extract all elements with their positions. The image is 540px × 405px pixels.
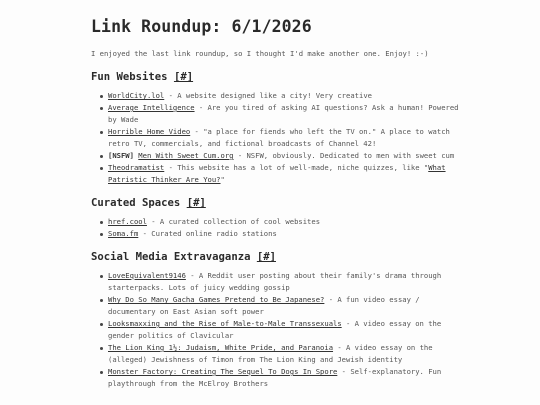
list-item xyxy=(108,216,461,228)
list-item xyxy=(108,162,461,186)
link-theodramatist[interactable]: Theodramatist xyxy=(108,163,165,172)
link-description: - Are you tired of asking AI questions? Ask a human! Powered by Wade xyxy=(108,103,459,124)
intro-text: I enjoyed the last link roundup, so I thought I'd make another one. Enjoy! :-) xyxy=(91,49,429,58)
list-item xyxy=(108,270,461,294)
link-description: - A fun video essay / documentary on East Asian soft power xyxy=(108,295,420,316)
list-item xyxy=(108,366,461,390)
section-heading-fun-websites xyxy=(91,71,461,83)
link-men-with-sweet-cum[interactable]: Men With Sweet Cum.org xyxy=(138,151,234,160)
link-looksmaxxing[interactable]: Looksmaxxing and the Rise of Male-to-Male Transsexuals xyxy=(108,319,342,328)
section-anchor-link[interactable]: [#] xyxy=(173,71,194,83)
link-list xyxy=(91,90,461,186)
list-item xyxy=(108,102,461,126)
list-item xyxy=(108,90,461,102)
section-title: Social Media Extravaganza xyxy=(91,251,251,263)
section-anchor-link[interactable]: [#] xyxy=(186,197,206,209)
page-title: Link Roundup: 6/1/2026 xyxy=(91,17,312,36)
link-loveequivalent[interactable]: LoveEquivalent9146 xyxy=(108,271,186,280)
section-title: Fun Websites xyxy=(91,71,168,83)
link-description: - A video essay on the (alleged) Jewishness of Timon from The Lion King and Jewish identity xyxy=(108,343,433,364)
link-patristic-quiz[interactable]: What Patristic Thinker Are You? xyxy=(108,163,446,184)
link-gacha-games[interactable]: Why Do So Many Gacha Games Pretend to Be Japanese? xyxy=(108,295,325,304)
link-description: - A video essay on the gender politics of Clavicular xyxy=(108,319,442,340)
section-heading-curated-spaces xyxy=(91,197,461,209)
page-content xyxy=(91,17,461,401)
link-average-intelligence[interactable]: Average Intelligence xyxy=(108,103,195,112)
link-description: - Self-explanatory. Fun playthrough from the McElroy Brothers xyxy=(108,367,442,388)
link-description-end: " xyxy=(220,175,225,184)
link-description: - Curated online radio stations xyxy=(138,229,277,238)
list-item xyxy=(108,126,461,150)
section-heading-social-media xyxy=(91,251,461,263)
link-description: - NSFW, obviously. Dedicated to men with sweet cum xyxy=(233,151,455,160)
link-list xyxy=(91,216,461,240)
link-description: - This website has a lot of well-made, niche quizzes, like " xyxy=(164,163,429,172)
list-item xyxy=(108,318,461,342)
link-description: - A website designed like a city! Very creative xyxy=(164,91,372,100)
link-list xyxy=(91,270,461,390)
link-description: - "a place for fiends who left the TV on." A place to watch retro TV, commercials, and fictional broadcasts of Channel 42! xyxy=(108,127,450,148)
nsfw-tag: [NSFW] xyxy=(108,151,134,160)
section-anchor-link[interactable]: [#] xyxy=(256,251,276,263)
link-lion-king[interactable]: The Lion King 1½: Judaism, White Pride, and Paranoia xyxy=(108,343,334,352)
link-soma-fm[interactable]: Soma.fm xyxy=(108,229,139,238)
list-item xyxy=(108,294,461,318)
section-title: Curated Spaces xyxy=(91,197,181,209)
link-description: - A Reddit user posting about their family's drama through starterpacks. Lots of juicy wedding gossip xyxy=(108,271,442,292)
list-item xyxy=(108,342,461,366)
link-href-cool[interactable]: href.cool xyxy=(108,217,147,226)
list-item xyxy=(108,150,461,162)
list-item xyxy=(108,228,461,240)
link-description: - A curated collection of cool websites xyxy=(146,217,321,226)
link-worldcity[interactable]: WorldCity.lol xyxy=(108,91,165,100)
link-horrible-home-video[interactable]: Horrible Home Video xyxy=(108,127,191,136)
link-monster-factory[interactable]: Monster Factory: Creating The Sequel To Dogs In Spore xyxy=(108,367,338,376)
